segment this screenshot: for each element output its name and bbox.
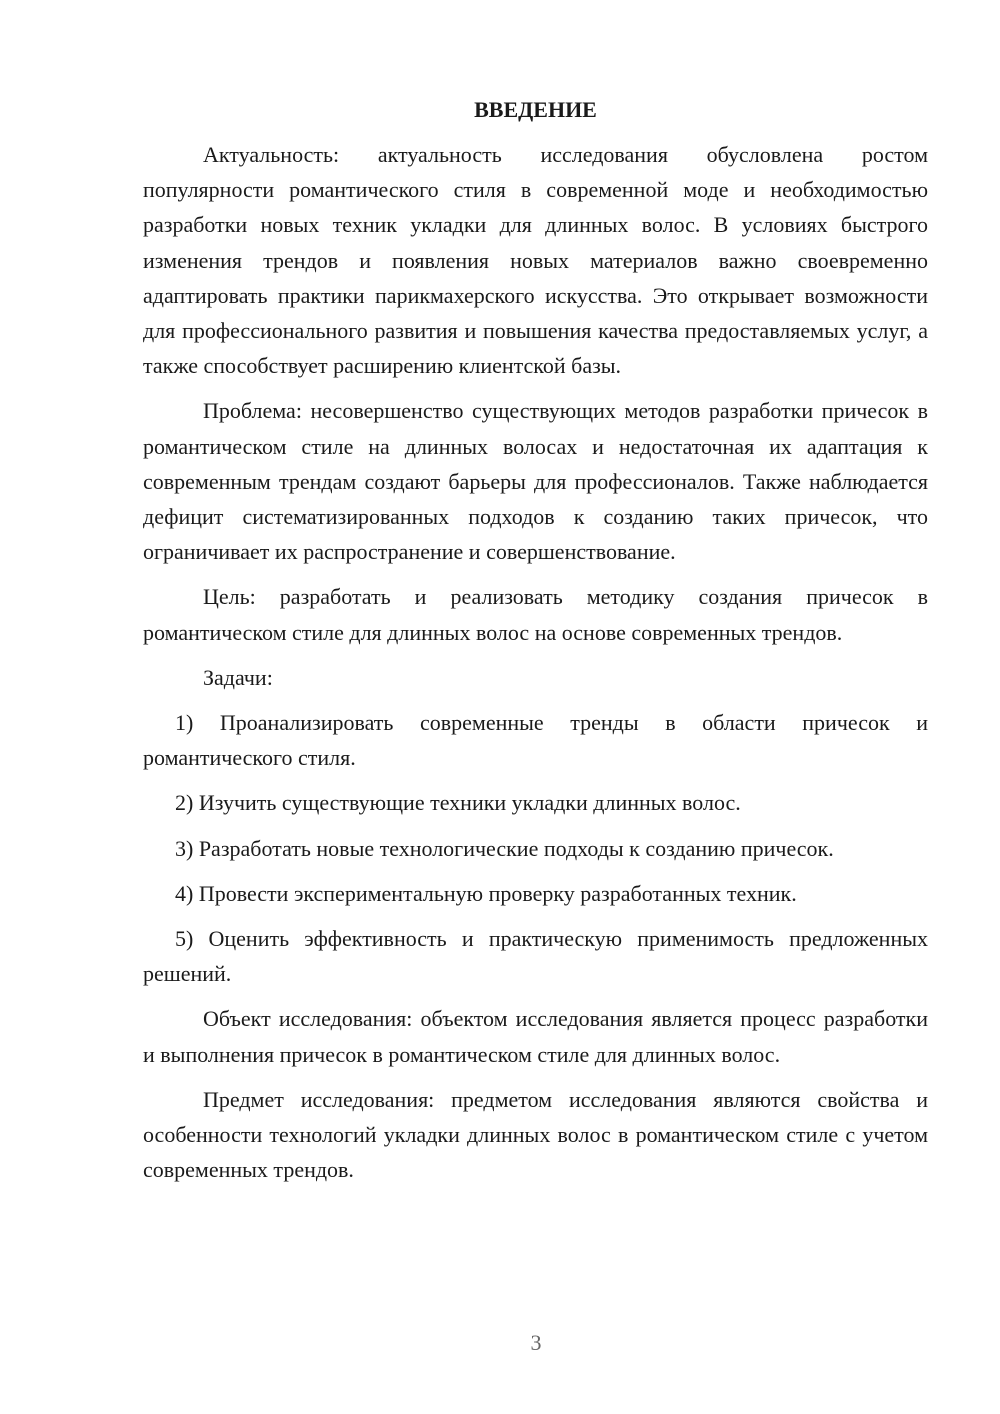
task-item: 2) Изучить существующие техники укладки длинных волос. — [175, 790, 741, 816]
task-item: 3) Разработать новые технологические подходы к созданию причесок. — [175, 835, 834, 861]
paragraph-problem: Проблема: несовершенство существующих методов разработки причесок в романтическом стиле на длинных волосах и недостаточная их адаптация к современным трендам создают барьеры для профессионалов. Также наблюдается дефицит систематизированных подходов к созданию таких причесок, что ограничивает их распространение и совершенствование. — [143, 398, 928, 565]
paragraph-subject: Предмет исследования: предметом исследования являются свойства и особенности технологий укладки длинных волос в романтическом стиле с учетом современных трендов. — [143, 1086, 928, 1183]
task-item: 1) Проанализировать современные тренды в области причесок и романтического стиля. — [143, 710, 928, 771]
section-title: ВВЕДЕНИЕ — [474, 97, 597, 122]
tasks-list — [143, 705, 928, 991]
paragraph-goal: Цель: разработать и реализовать методику создания причесок в романтическом стиле для длинных волос на основе современных трендов. — [143, 584, 928, 645]
tasks-label: Задачи: — [203, 664, 273, 690]
task-item: 5) Оценить эффективность и практическую применимость предложенных решений. — [143, 926, 928, 987]
page-number: 3 — [530, 1330, 542, 1355]
document-page — [143, 92, 928, 1197]
task-item: 4) Провести экспериментальную проверку разработанных техник. — [175, 880, 797, 906]
paragraph-object: Объект исследования: объектом исследования является процесс разработки и выполнения причесок в романтическом стиле для длинных волос. — [143, 1006, 928, 1067]
paragraph-relevance: Актуальность: актуальность исследования обусловлена ростом популярности романтического стиля в современной моде и необходимостью разработки новых техник укладки для длинных волос. В условиях быстрого изменения трендов и появления новых материалов важно своевременно адаптировать практики парикмахерского искусства. Это открывает возможности для профессионального развития и повышения качества предоставляемых услуг, а также способствует расширению клиентской базы. — [143, 142, 928, 379]
